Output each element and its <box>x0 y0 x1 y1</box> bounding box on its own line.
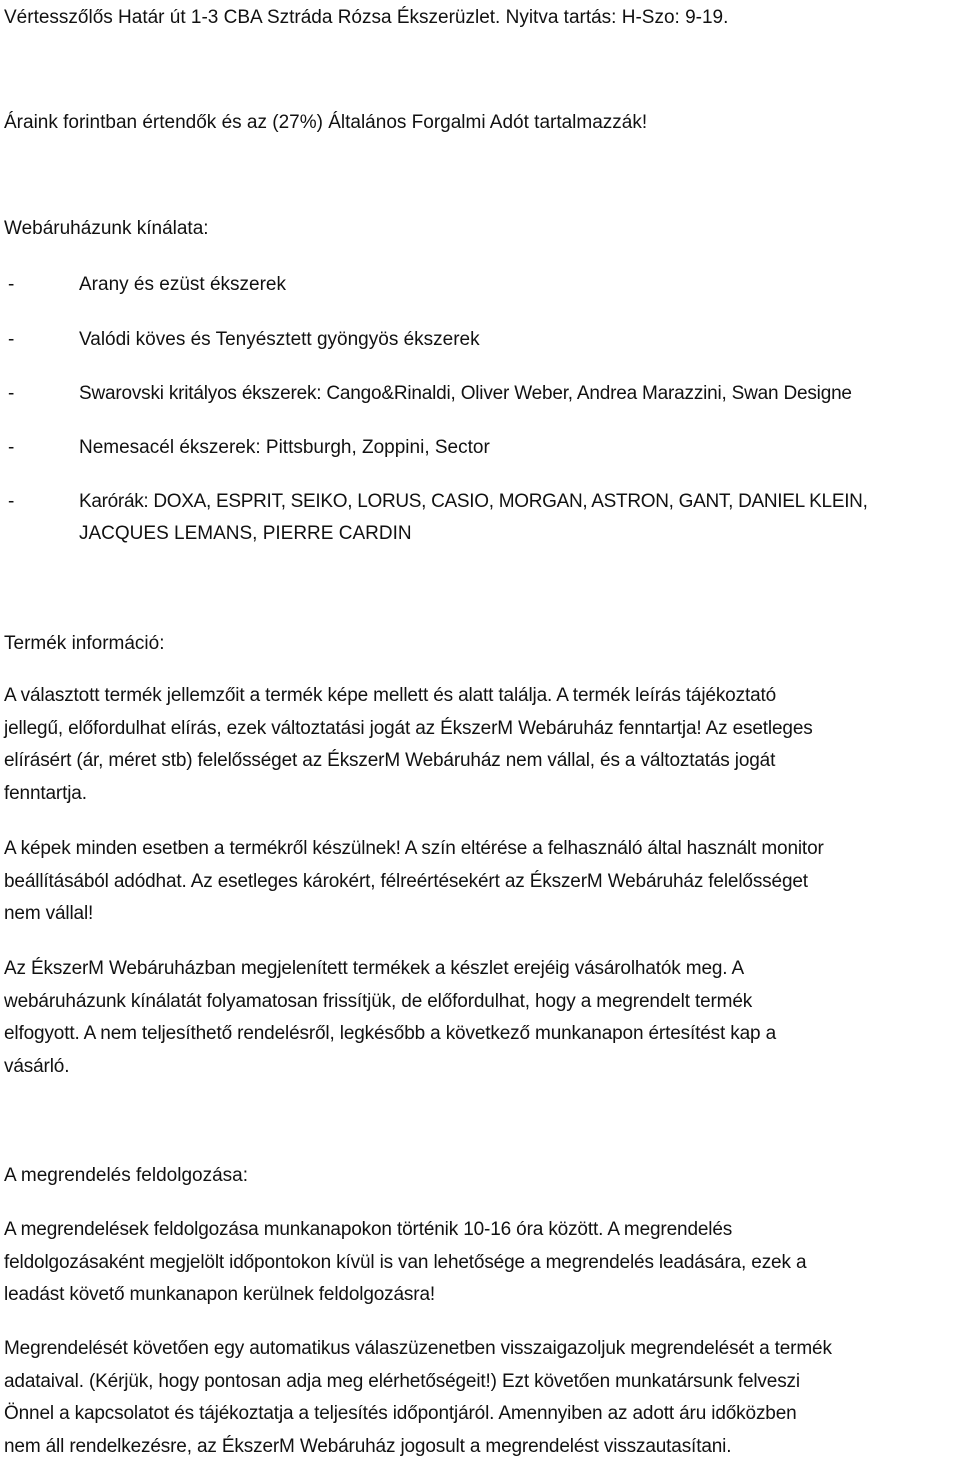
list-item-text: Swarovski kritályos ékszerek: Cango&Rinaldi, Oliver Weber, Andrea Marazzini, Swan Designe <box>79 382 852 406</box>
paragraph-line: Megrendelését követően egy automatikus válaszüzenetben visszaigazoljuk megrendelését a termék <box>4 1333 954 1366</box>
paragraph-line: webáruházunk kínálatát folyamatosan frissítjük, de előfordulhat, hogy a megrendelt termék <box>4 986 954 1019</box>
paragraph-line: Önnel a kapcsolatot és tájékoztatja a teljesítés időpontjáról. Amennyiben az adott áru időközben <box>4 1398 954 1431</box>
paragraph-line: fenntartja. <box>4 778 954 811</box>
list-item-text: Karórák: DOXA, ESPRIT, SEIKO, LORUS, CASIO, MORGAN, ASTRON, GANT, DANIEL KLEIN, <box>79 490 868 514</box>
paragraph-line: nem áll rendelkezésre, az ÉkszerM Webáruház jogosult a megrendelést visszautasítani. <box>4 1431 954 1463</box>
list-item-text-continued: JACQUES LEMANS, PIERRE CARDIN <box>79 522 412 546</box>
paragraph-line: leadást követő munkanapon kerülnek feldolgozásra! <box>4 1279 954 1312</box>
list-dash: - <box>8 436 14 460</box>
paragraph-line: Az ÉkszerM Webáruházban megjelenített termékek a készlet erejéig vásárolhatók meg. A <box>4 953 954 986</box>
paragraph-line: A megrendelések feldolgozása munkanapokon történik 10-16 óra között. A megrendelés <box>4 1214 954 1247</box>
list-dash: - <box>8 490 14 514</box>
product-info-heading: Termék információ: <box>4 632 165 656</box>
paragraph-line: feldolgozásaként megjelölt időpontokon kívül is van lehetősége a megrendelés leadására, ezek a <box>4 1247 954 1280</box>
product-info-paragraph-2 <box>4 833 954 931</box>
paragraph-line: nem vállal! <box>4 898 954 931</box>
offer-heading: Webáruházunk kínálata: <box>4 217 209 241</box>
list-item-text: Nemesacél ékszerek: Pittsburgh, Zoppini, Sector <box>79 436 490 460</box>
product-info-paragraph-3 <box>4 953 954 1083</box>
paragraph-line: A választott termék jellemzőit a termék képe mellett és alatt találja. A termék leírás tájékoztató <box>4 680 954 713</box>
vat-notice-line: Áraink forintban értendők és az (27%) Általános Forgalmi Adót tartalmazzák! <box>4 111 647 135</box>
paragraph-line: elírásért (ár, méret stb) felelősséget az ÉkszerM Webáruház nem vállal, és a változtatás jogát <box>4 745 954 778</box>
paragraph-line: vásárló. <box>4 1051 954 1084</box>
paragraph-line: A képek minden esetben a termékről készülnek! A szín eltérése a felhasználó által használt monitor <box>4 833 954 866</box>
product-info-paragraph-1 <box>4 680 954 810</box>
list-dash: - <box>8 328 14 352</box>
paragraph-line: elfogyott. A nem teljesíthető rendelésről, legkésőbb a következő munkanapon értesítést kap a <box>4 1018 954 1051</box>
list-dash: - <box>8 382 14 406</box>
order-paragraph-2 <box>4 1333 954 1463</box>
order-processing-heading: A megrendelés feldolgozása: <box>4 1164 248 1188</box>
paragraph-line: adataival. (Kérjük, hogy pontosan adja meg elérhetőségeit!) Ezt követően munkatársunk felveszi <box>4 1366 954 1399</box>
store-address-line: Vértesszőlős Határ út 1-3 CBA Sztráda Rózsa Ékszerüzlet. Nyitva tartás: H-Szo: 9-19. <box>4 6 728 30</box>
order-paragraph-1 <box>4 1214 954 1312</box>
list-dash: - <box>8 273 14 297</box>
paragraph-line: beállításából adódhat. Az esetleges károkért, félreértésekért az ÉkszerM Webáruház felelősséget <box>4 866 954 899</box>
list-item-text: Valódi köves és Tenyésztett gyöngyös ékszerek <box>79 328 480 352</box>
list-item-text: Arany és ezüst ékszerek <box>79 273 286 297</box>
paragraph-line: jellegű, előfordulhat elírás, ezek változtatási jogát az ÉkszerM Webáruház fenntartja! Az esetleges <box>4 713 954 746</box>
